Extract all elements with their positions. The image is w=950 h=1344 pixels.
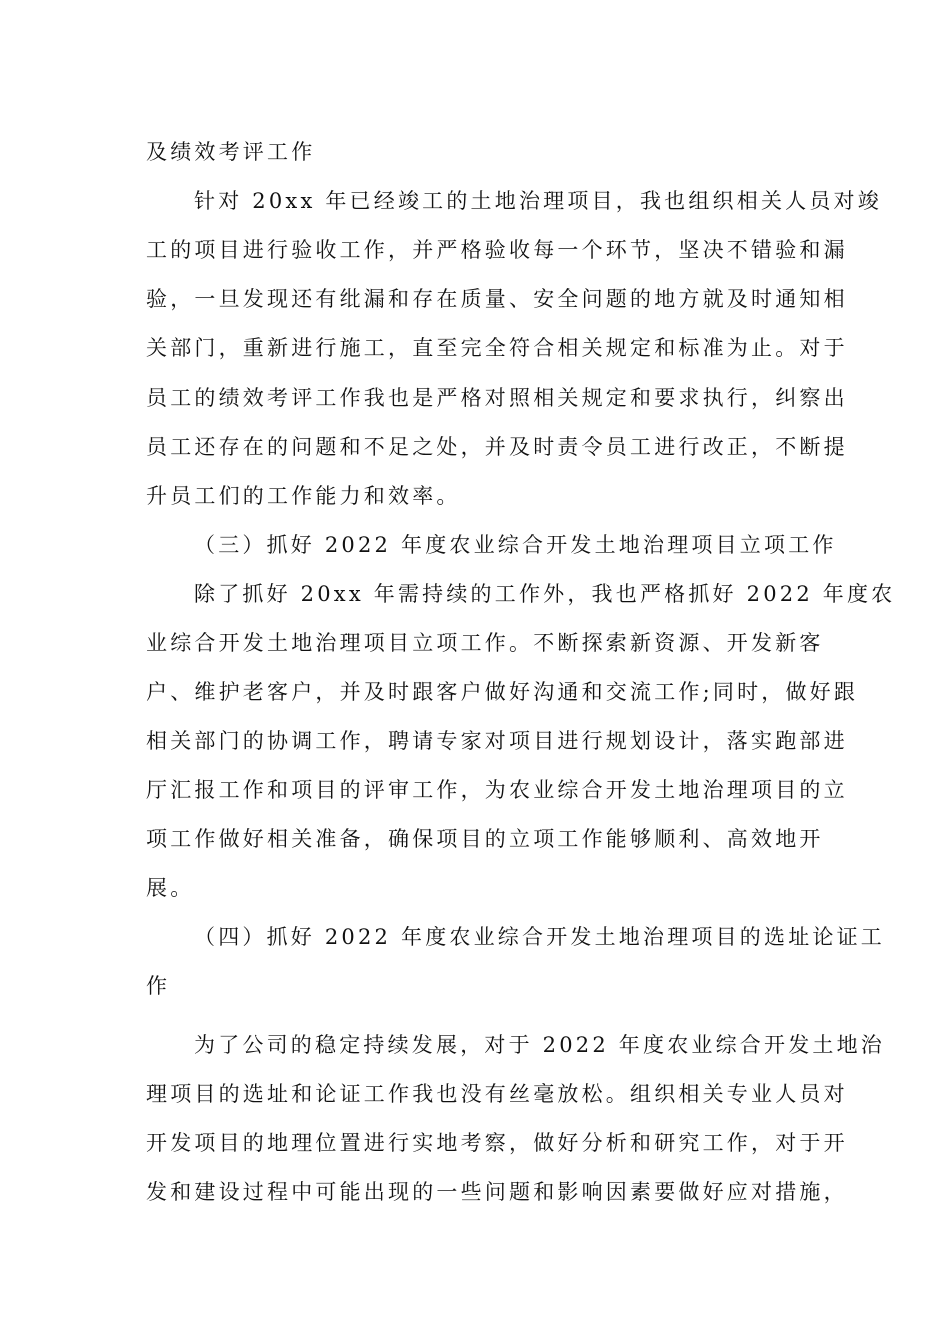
- text-line: 相关部门的协调工作，聘请专家对项目进行规划设计，落实跑部进: [146, 729, 848, 753]
- paragraph-first-line: 针对 20xx 年已经竣工的土地治理项目，我也组织相关人员对竣: [194, 189, 882, 213]
- text-line: 员工还存在的问题和不足之处，并及时责令员工进行改正，不断提: [146, 435, 848, 459]
- text-line: 业综合开发土地治理项目立项工作。不断探索新资源、开发新客: [146, 631, 824, 655]
- section-heading: （三）抓好 2022 年度农业综合开发土地治理项目立项工作: [194, 533, 837, 557]
- text-line: 升员工们的工作能力和效率。: [146, 484, 461, 508]
- section-heading: （四）抓好 2022 年度农业综合开发土地治理项目的选址论证工: [194, 925, 885, 949]
- text-line: 员工的绩效考评工作我也是严格对照相关规定和要求执行，纠察出: [146, 386, 848, 410]
- text-line: 工的项目进行验收工作，并严格验收每一个环节，坚决不错验和漏: [146, 238, 848, 262]
- text-line: 验，一旦发现还有纰漏和存在质量、安全问题的地方就及时通知相: [146, 287, 848, 311]
- text-line: 户、维护老客户，并及时跟客户做好沟通和交流工作;同时，做好跟: [146, 680, 859, 704]
- text-line: 理项目的选址和论证工作我也没有丝毫放松。组织相关专业人员对: [146, 1082, 848, 1106]
- paragraph-first-line: 除了抓好 20xx 年需持续的工作外，我也严格抓好 2022 年度农: [194, 582, 896, 606]
- text-line: 厅汇报工作和项目的评审工作，为农业综合开发土地治理项目的立: [146, 778, 848, 802]
- text-line: 关部门，重新进行施工，直至完全符合相关规定和标准为止。对于: [146, 336, 848, 360]
- section-heading-continued: 作: [146, 974, 171, 998]
- text-line: 开发项目的地理位置进行实地考察，做好分析和研究工作，对于开: [146, 1131, 848, 1155]
- text-line: 及绩效考评工作: [146, 140, 316, 164]
- paragraph-first-line: 为了公司的稳定持续发展，对于 2022 年度农业综合开发土地治: [194, 1033, 885, 1057]
- text-line: 项工作做好相关准备，确保项目的立项工作能够顺利、高效地开: [146, 827, 824, 851]
- text-line: 发和建设过程中可能出现的一些问题和影响因素要做好应对措施，: [146, 1180, 848, 1204]
- text-line: 展。: [146, 876, 195, 900]
